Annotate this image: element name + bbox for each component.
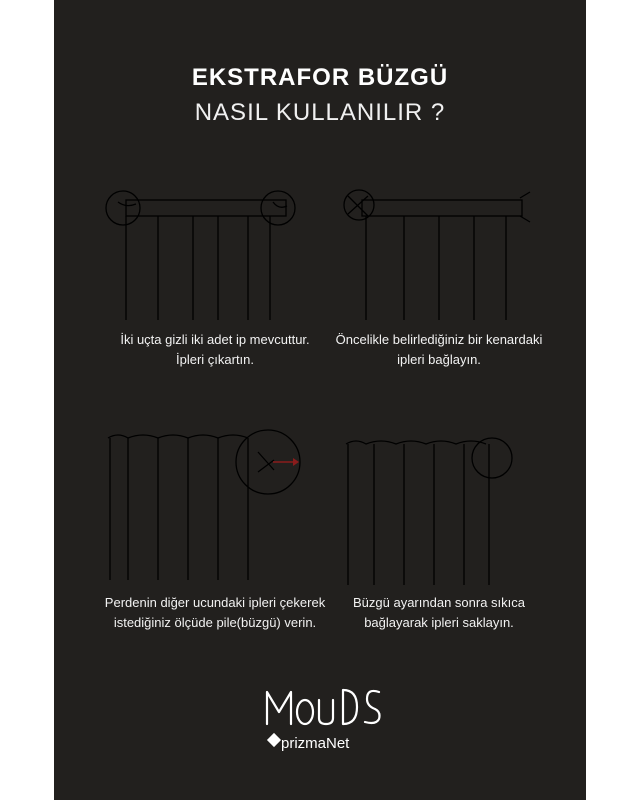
step4-caption-line2: bağlayarak ipleri saklayın. (364, 615, 514, 630)
step3-illustration (98, 420, 338, 590)
step1-illustration (98, 180, 318, 325)
title-heading: EKSTRAFOR BÜZGÜ (191, 64, 449, 91)
knot-circle (344, 190, 374, 220)
brand-logo (259, 680, 389, 760)
step2-illustration (334, 180, 554, 325)
curtain-rod (362, 200, 522, 216)
step2-caption-line2: ipleri bağlayın. (397, 352, 481, 367)
step1-caption (90, 330, 340, 370)
step4-caption (314, 593, 564, 633)
step1-caption-line1: İki uçta gizli iki adet ip mevcuttur. (120, 332, 310, 347)
prizmanet-icon (267, 733, 281, 747)
step4-caption-line1: Büzgü ayarından sonra sıkıca (353, 595, 525, 610)
title-subheading: NASIL KULLANILIR ? (194, 99, 446, 126)
rod-end-right-circle (261, 191, 295, 225)
gathered-curtain-top (346, 441, 486, 444)
step2-caption (314, 330, 564, 370)
logo-subtext: prizmaNet (281, 735, 350, 752)
instruction-poster (54, 0, 586, 800)
step3-caption (90, 593, 340, 633)
rod-end-left-circle (106, 191, 140, 225)
step4-illustration (334, 430, 554, 590)
step1-caption-line2: İpleri çıkartın. (175, 352, 255, 367)
knot-circle (472, 438, 512, 478)
step3-caption-line2: istediğiniz ölçüde pile(büzgü) verin. (113, 615, 317, 630)
gathered-curtain-top (108, 435, 248, 438)
arrow-head-icon (293, 458, 299, 466)
step3-caption-line1: Perdenin diğer ucundaki ipleri çekerek (104, 595, 326, 610)
step2-caption-line1: Öncelikle belirlediğiniz bir kenardaki (335, 332, 543, 347)
